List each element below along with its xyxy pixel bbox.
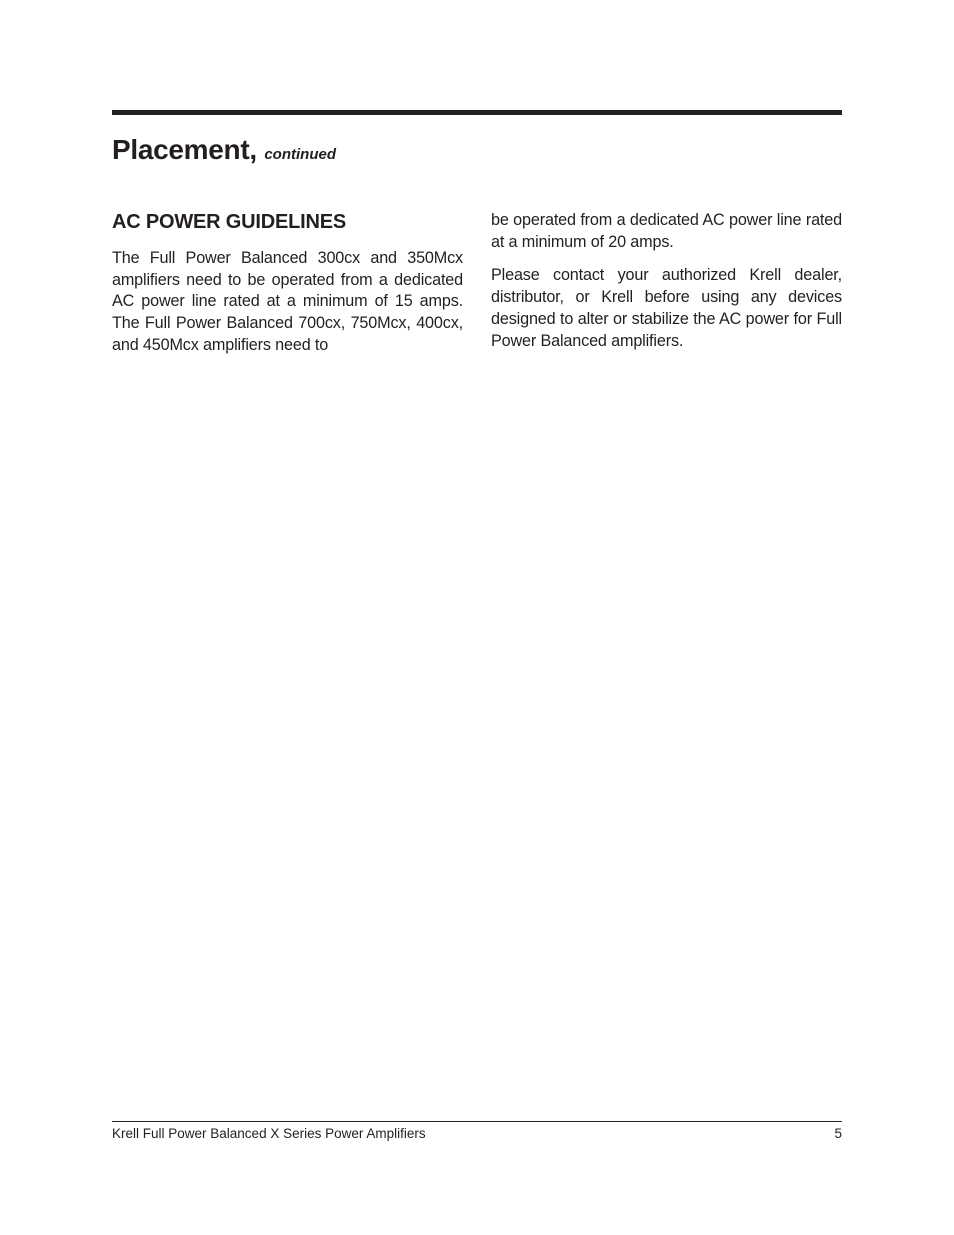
footer-rule (112, 1121, 842, 1122)
body-paragraph-contact: Please contact your authorized Krell dealer, distributor, or Krell before using any devices designed to alter or stabilize the AC power for Full Power Balanced amplifiers. (491, 266, 842, 350)
page-title (112, 132, 336, 173)
footer-title: Krell Full Power Balanced X Series Power Amplifiers (112, 1126, 426, 1141)
left-column (112, 208, 463, 369)
body-paragraph: The Full Power Balanced 300cx and 350Mcx amplifiers need to be operated from a dedicated AC power line rated at a minimum of 15 amps. The Full Power Balanced 700cx, 750Mcx, 400cx, and 450Mcx amplifiers need to (112, 249, 463, 354)
page-number: 5 (834, 1126, 842, 1141)
right-column (491, 210, 842, 364)
section-heading: AC POWER GUIDELINES (112, 211, 346, 233)
page-title-text: Placement, (112, 134, 257, 165)
body-paragraph-continued: be operated from a dedicated AC power line rated at a minimum of 20 amps. (491, 211, 842, 251)
page-title-suffix: continued (264, 146, 337, 163)
header-rule (112, 110, 842, 115)
